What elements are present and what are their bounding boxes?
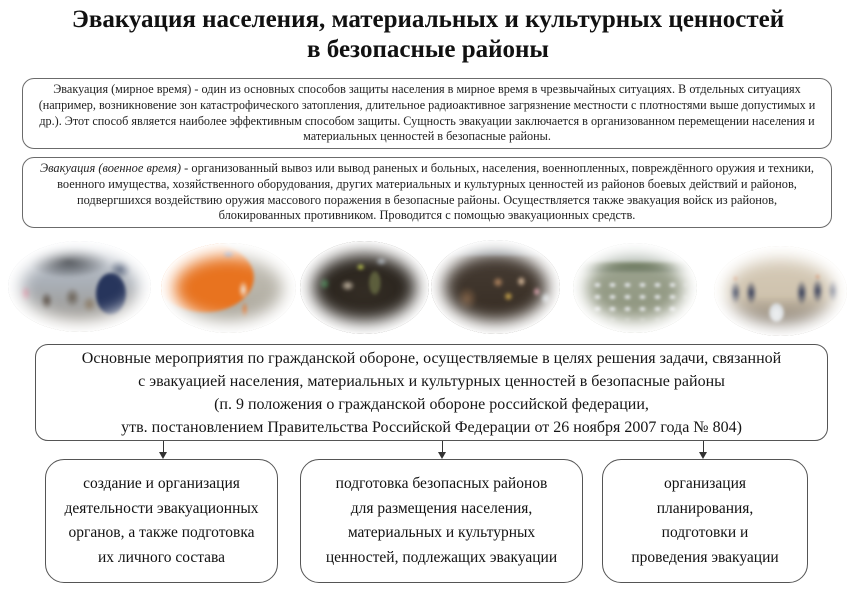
definition-peacetime-box xyxy=(22,78,832,149)
definition-peacetime-text: Эвакуация (мирное время) - один из основных способов защиты населения в мирное время в чрезвычайных ситуациях. В отдельных ситуациях (например, возникновение зон катастрофического затопления, длительное радиоактивное загрязнение местности с плотностями выше допустимых и др.). Этот способ является наиболее эффективным способом защиты. Сущность эвакуации заключается в организованном перемещении населения и материальных ценностей в безопасные районы. xyxy=(38,82,816,144)
main-measures-box xyxy=(35,344,828,441)
arrow-head-icon xyxy=(438,452,446,459)
measure-2-line1: подготовка безопасных районов xyxy=(335,475,548,492)
measure-1-line3: органов, а также подготовка xyxy=(68,524,255,541)
measure-2-line4: ценностей, подлежащих эвакуации xyxy=(325,548,558,566)
measure-2-line3: материальных и культурных xyxy=(347,524,536,541)
measure-2-line2: для размещения населения, xyxy=(350,499,533,517)
main-measures-line4: утв. постановлением Правительства Российской Федерации от 26 ноября 2007 года № 804) xyxy=(121,418,742,436)
main-measures-line3: (п. 9 положения о гражданской обороне российской федерации, xyxy=(214,395,649,413)
tent-rows-pattern xyxy=(590,279,685,320)
photo-aircraft-children xyxy=(431,240,560,334)
photo-orange-tent-child-image xyxy=(161,243,296,333)
photo-wheelchair-night-image xyxy=(300,241,429,334)
definition-wartime-box xyxy=(22,157,832,228)
measure-box-evacuation-bodies xyxy=(45,459,278,583)
measure-1-line2: деятельности эвакуационных xyxy=(64,499,259,517)
photo-bus-boarding xyxy=(8,241,151,332)
main-measures-line1: Основные мероприятия по гражданской обороне, осуществляемые в целях решения задачи, связанной xyxy=(81,349,782,367)
photo-wheelchair-night xyxy=(300,241,429,334)
arrow-head-icon xyxy=(699,452,707,459)
arrow-head-icon xyxy=(159,452,167,459)
measure-box-safe-areas xyxy=(300,459,583,583)
photo-corridor-stroller-image xyxy=(714,246,847,336)
connector-arrow-left xyxy=(159,441,168,459)
photo-aircraft-children-image xyxy=(431,240,560,334)
page-title-line1: Эвакуация населения, материальных и культурных ценностей xyxy=(71,6,785,33)
photo-corridor-stroller xyxy=(714,246,847,336)
measure-3-line4: проведения эвакуации xyxy=(631,548,779,566)
connector-arrow-middle xyxy=(438,441,447,459)
photo-tent-camp-aerial-image xyxy=(573,243,697,333)
measure-3-line2: планирования, xyxy=(656,499,754,517)
measure-3-line3: подготовки и xyxy=(661,524,749,541)
definition-wartime-rest: - организованный вывоз или вывод раненых и больных, населения, военнопленных, повреждённого оружия и техники, военного имущества, хозяйственного оборудования, других материальных и культурных ценностей из районов боевых действий и районов, подвергшихся воздействию оружия массового поражения в безопасные районы. Осуществляется также эвакуация войск из районов, блокированных противником. Проводится с помощью эвакуационных средств. xyxy=(57,160,814,223)
page-title xyxy=(0,5,856,65)
connector-arrow-right xyxy=(699,441,708,459)
definition-wartime-text xyxy=(36,161,818,224)
measure-box-planning xyxy=(602,459,808,583)
main-measures-line2: с эвакуацией населения, материальных и культурных ценностей в безопасные районы xyxy=(138,372,725,390)
photo-tent-camp-aerial xyxy=(573,243,697,333)
measure-1-line1: создание и организация xyxy=(83,475,240,492)
definition-wartime-lead: Эвакуация (военное время) xyxy=(40,160,182,175)
page-title-line2: в безопасные районы xyxy=(307,36,549,63)
photo-orange-tent-child xyxy=(161,243,296,333)
measure-3-line1: организация xyxy=(663,475,747,492)
photo-bus-boarding-image xyxy=(8,241,151,332)
measure-1-line4: их личного состава xyxy=(97,548,226,566)
